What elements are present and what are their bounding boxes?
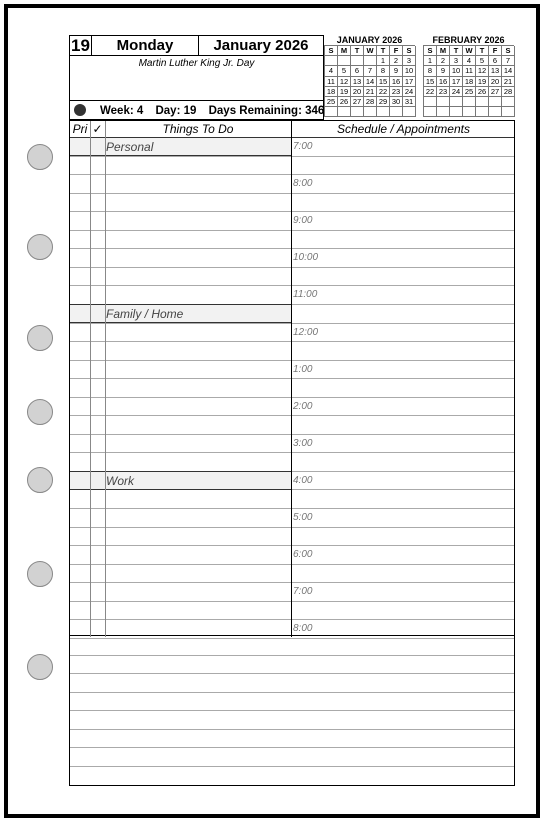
notes-line [70,766,514,767]
mini-calendar-february [423,36,514,117]
section-label: Work [106,474,134,488]
calendar-day: 6 [351,66,364,76]
calendar-day: 10 [450,66,463,76]
time-slot-label: 11:00 [293,289,318,301]
calendar-day [463,107,476,117]
calendar-day [502,107,515,117]
ruled-line [70,230,514,231]
time-slot-label: 12:00 [293,326,319,338]
calendar-day: 25 [325,97,338,107]
time-slot-label: 6:00 [293,549,313,561]
weekday-header: F [390,46,403,56]
calendar-day: 27 [489,87,502,97]
weekday-header: S [424,46,437,56]
ruled-line [70,285,514,286]
weekday-header: T [351,46,364,56]
calendar-day: 20 [489,77,502,87]
calendar-day: 12 [338,77,351,87]
calendar-day: 19 [338,87,351,97]
calendar-day: 24 [403,87,416,97]
calendar-day [502,97,515,107]
ruled-line [70,601,514,602]
calendar-day: 27 [351,97,364,107]
calendar-day [437,97,450,107]
calendar-day [476,97,489,107]
calendar-day: 5 [476,56,489,66]
binder-hole [27,325,53,351]
calendar-day: 29 [377,97,390,107]
priority-column-header: Pri [72,122,88,136]
time-slot-label: 2:00 [293,400,313,412]
section-work [70,471,291,490]
calendar-day: 26 [338,97,351,107]
section-family-home [70,304,291,323]
section-label: Family / Home [106,307,184,321]
calendar-day [437,107,450,117]
calendar-day: 4 [463,56,476,66]
ruled-line [70,545,514,546]
binder-hole [27,399,53,425]
calendar-day [403,107,416,117]
calendar-day: 8 [424,66,437,76]
binder-hole [27,467,53,493]
ruled-line [70,397,514,398]
calendar-day: 3 [403,56,416,66]
calendar-day: 9 [390,66,403,76]
mini-calendar-title: JANUARY 2026 [336,35,403,45]
calendar-day: 21 [364,87,377,97]
notes-line [70,729,514,730]
days-remaining: Days Remaining: 346 [208,105,325,117]
calendar-day [377,107,390,117]
calendar-day: 9 [437,66,450,76]
calendar-day: 30 [390,97,403,107]
day-number: 19 [70,36,92,56]
calendar-day: 31 [403,97,416,107]
weekday-header: S [325,46,338,56]
calendar-day: 22 [377,87,390,97]
column-divider [90,121,91,637]
calendar-day: 23 [390,87,403,97]
calendar-day [489,107,502,117]
weekday: Monday [92,36,199,56]
ruled-line [70,360,514,361]
calendar-day [424,97,437,107]
ruled-line [70,174,514,175]
mini-calendar-january [324,36,415,117]
time-slot-label: 7:00 [293,141,313,152]
calendar-day: 2 [390,56,403,66]
time-slot-label: 3:00 [293,437,313,449]
calendar-day: 2 [437,56,450,66]
calendar-day: 18 [463,77,476,87]
calendar-day: 1 [424,56,437,66]
section-personal [70,137,291,156]
month-year: January 2026 [213,37,309,54]
time-slot-label: 10:00 [293,252,319,264]
section-label: Personal [106,140,154,154]
ruled-line [70,527,514,528]
calendar-day [351,56,364,66]
calendar-day [338,107,351,117]
calendar-day [364,56,377,66]
schedule-column-header: Schedule / Appointments [337,122,470,136]
ruled-line [70,267,514,268]
planner-grid [69,120,515,636]
weekday-header: M [338,46,351,56]
todo-column-header: Things To Do [162,122,234,136]
ruled-line [70,211,514,212]
calendar-day: 14 [364,77,377,87]
time-slot-label: 4:00 [293,474,313,486]
calendar-day: 18 [325,87,338,97]
calendar-day: 17 [450,77,463,87]
time-slot-label: 5:00 [293,512,313,523]
ruled-line [70,415,514,416]
calendar-day: 8 [377,66,390,76]
calendar-day: 20 [351,87,364,97]
calendar-day: 23 [437,87,450,97]
notes-area[interactable] [69,636,515,786]
moon-phase-icon [74,104,86,116]
calendar-day [364,107,377,117]
holiday-label: Martin Luther King Jr. Day [138,58,255,69]
ruled-line [70,582,514,583]
notes-line [70,673,514,674]
notes-line [70,747,514,748]
calendar-day [489,97,502,107]
calendar-day: 10 [403,66,416,76]
time-slot-label: 8:00 [293,623,313,635]
calendar-day [351,107,364,117]
calendar-day: 25 [463,87,476,97]
calendar-day: 11 [325,77,338,87]
calendar-day [450,97,463,107]
time-slot-label: 1:00 [293,363,313,375]
ruled-line [70,564,514,565]
calendar-day: 6 [489,56,502,66]
calendar-day: 1 [377,56,390,66]
ruled-line [70,619,514,620]
check-column-header: ✓ [92,122,103,136]
calendar-day [325,56,338,66]
calendar-day: 13 [351,77,364,87]
mini-calendar-title: FEBRUARY 2026 [432,35,505,45]
calendar-day: 3 [450,56,463,66]
time-slot-label: 8:00 [293,178,313,190]
weekday-header: T [476,46,489,56]
weekday-header: F [489,46,502,56]
calendar-day: 22 [424,87,437,97]
calendar-day: 28 [502,87,515,97]
calendar-day: 21 [502,77,515,87]
binder-hole [27,561,53,587]
calendar-day [476,107,489,117]
calendar-day: 15 [377,77,390,87]
ruled-line [70,341,514,342]
calendar-day: 26 [476,87,489,97]
notes-line [70,655,514,656]
ruled-line [70,378,514,379]
ruled-line [70,193,514,194]
ruled-line [70,434,514,435]
column-divider [105,121,106,637]
ruled-line [70,508,514,509]
calendar-day: 15 [424,77,437,87]
notes-line [70,710,514,711]
day-of-year: Day: 19 [155,105,197,117]
calendar-day: 17 [403,77,416,87]
calendar-day: 5 [338,66,351,76]
time-slot-label: 7:00 [293,586,313,598]
notes-line [70,692,514,693]
calendar-day: 14 [502,66,515,76]
calendar-day [325,107,338,117]
calendar-day [338,56,351,66]
calendar-day: 12 [476,66,489,76]
weekday-header: M [437,46,450,56]
weekday-header: W [463,46,476,56]
calendar-day: 16 [390,77,403,87]
ruled-line [70,452,514,453]
time-slot-label: 9:00 [293,215,313,227]
calendar-day: 13 [489,66,502,76]
calendar-day: 7 [502,56,515,66]
calendar-day: 16 [437,77,450,87]
calendar-day: 19 [476,77,489,87]
weekday-header: T [377,46,390,56]
calendar-day: 28 [364,97,377,107]
calendar-day [450,107,463,117]
column-divider [291,121,292,637]
weekday-header: S [502,46,515,56]
week-number: Week: 4 [100,105,144,117]
binder-hole [27,144,53,170]
weekday-header: T [450,46,463,56]
calendar-day: 4 [325,66,338,76]
ruled-line [70,248,514,249]
weekday-header: W [364,46,377,56]
binder-hole [27,654,53,680]
weekday-header: S [403,46,416,56]
calendar-day [463,97,476,107]
date-header [69,35,324,120]
calendar-day [424,107,437,117]
binder-hole [27,234,53,260]
calendar-day: 7 [364,66,377,76]
calendar-day: 11 [463,66,476,76]
calendar-day [390,107,403,117]
calendar-day: 24 [450,87,463,97]
